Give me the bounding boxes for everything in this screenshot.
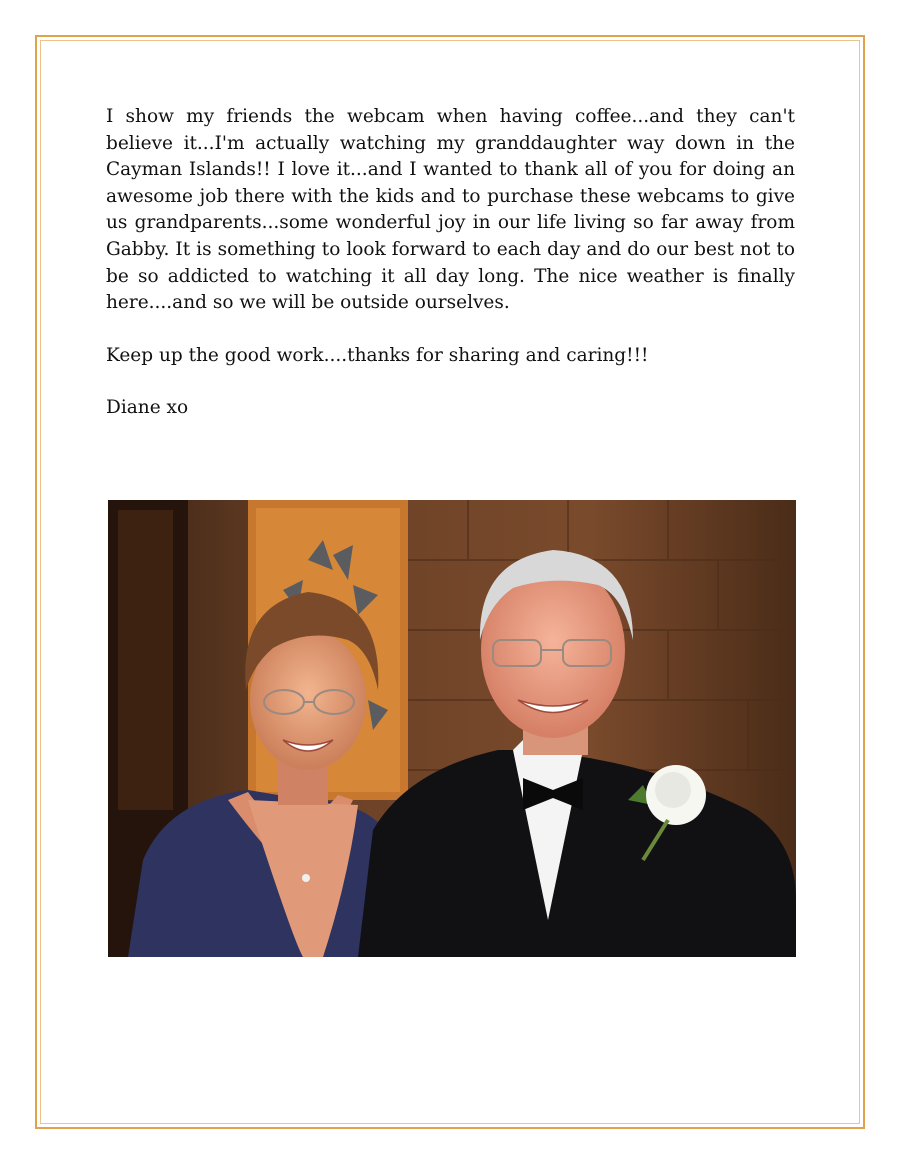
couple-photo-illustration <box>108 500 796 957</box>
letter <box>106 104 795 422</box>
letter-signature: Diane xo <box>106 397 189 419</box>
letter-body: I show my friends the webcam when having coffee...and they can't believe it...I'm actually watching my granddaughter way down in the Cayman Islands!! I love it...and I wanted to thank all of you for doing an awesome job there with the kids and to purchase these webcams to give us grandparents...some wonderful joy in our life living so far away from Gabby. It is something to look forward to each day and do our best not to be so addicted to watching it all day long. The nice weather is finally here....and so we will be outside ourselves. <box>106 106 795 314</box>
letter-closing: Keep up the good work....thanks for sharing and caring!!! <box>106 344 649 366</box>
couple-photo <box>108 500 796 957</box>
